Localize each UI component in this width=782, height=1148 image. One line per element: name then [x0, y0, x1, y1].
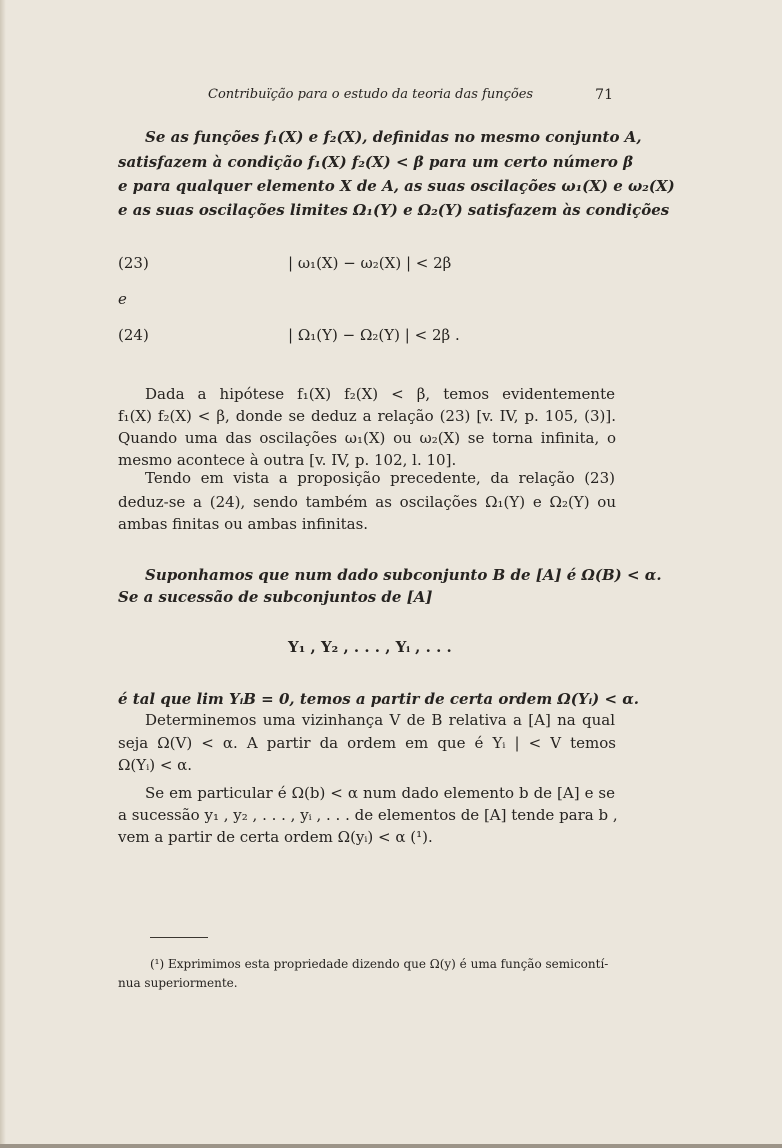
page-number: 71 [595, 87, 613, 103]
theorem-line: Se as funções f₁(X) e f₂(X), definidas no mesmo conjunto A, [145, 128, 642, 146]
theorem-line: e para qualquer elemento X de A, as suas oscilações ω₁(X) e ω₂(X) [118, 177, 675, 195]
proof-line: ambas finitas ou ambas infinitas. [118, 515, 369, 533]
page-edge [0, 0, 6, 1148]
proposition-line: é tal que lim YᵢB = 0, temos a partir de certa ordem Ω(Yᵢ) < α. [118, 690, 640, 708]
equation-23: | ω₁(X) − ω₂(X) | < 2β [288, 254, 452, 272]
running-header [118, 87, 618, 107]
proof-line: Quando uma das oscilações ω₁(X) ou ω₂(X) se torna infinita, o [118, 429, 616, 447]
proposition-line: Suponhamos que num dado subconjunto B de [A] é Ω(B) < α. [145, 566, 662, 584]
equation-label: (23) [118, 254, 149, 272]
page-bottom-edge [0, 1144, 782, 1148]
footnote-line: (¹) Exprimimos esta propriedade dizendo que Ω(y) é uma função semicontí- [150, 957, 609, 971]
proposition-line: Determinemos uma vizinhança V de B relativa a [A] na qual [145, 711, 615, 729]
proposition-line: Se a sucessão de subconjuntos de [A] [118, 588, 433, 606]
footnote-rule [150, 937, 208, 938]
proposition-line: Se em particular é Ω(b) < α num dado elemento b de [A] e se [145, 784, 615, 802]
equation-label: (24) [118, 326, 149, 344]
proof-line: deduz-se a (24), sendo também as oscilações Ω₁(Y) e Ω₂(Y) ou [118, 493, 616, 511]
proof-line: mesmo acontece à outra [v. IV, p. 102, l. 10]. [118, 451, 457, 469]
proposition-line: seja Ω(V) < α. A partir da ordem em que é Yᵢ | < V temos [118, 734, 616, 752]
connector-text: e [118, 290, 127, 308]
theorem-line: satisfazem à condição f₁(X) f₂(X) < β para um certo número β [118, 153, 634, 171]
proposition-line: Ω(Yᵢ) < α. [118, 756, 193, 774]
proof-line: f₁(X) f₂(X) < β, donde se deduz a relação (23) [v. IV, p. 105, (3)]. [118, 407, 616, 425]
proof-line: Tendo em vista a proposição precedente, da relação (23) [145, 469, 615, 487]
proposition-line: vem a partir de certa ordem Ω(yᵢ) < α (¹). [118, 828, 433, 846]
footnote-line: nua superiormente. [118, 976, 238, 990]
sequence-formula: Y₁ , Y₂ , . . . , Yᵢ , . . . [288, 638, 452, 656]
proposition-line: a sucessão y₁ , y₂ , . . . , yᵢ , . . . de elementos de [A] tende para b , [118, 806, 618, 824]
theorem-line: e as suas oscilações limites Ω₁(Y) e Ω₂(Y) satisfazem às condições [118, 201, 670, 219]
equation-24: | Ω₁(Y) − Ω₂(Y) | < 2β . [288, 326, 460, 344]
proof-line: Dada a hipótese f₁(X) f₂(X) < β, temos evidentemente [145, 385, 615, 403]
running-title: Contribuïção para o estudo da teoria das funções [208, 87, 534, 102]
